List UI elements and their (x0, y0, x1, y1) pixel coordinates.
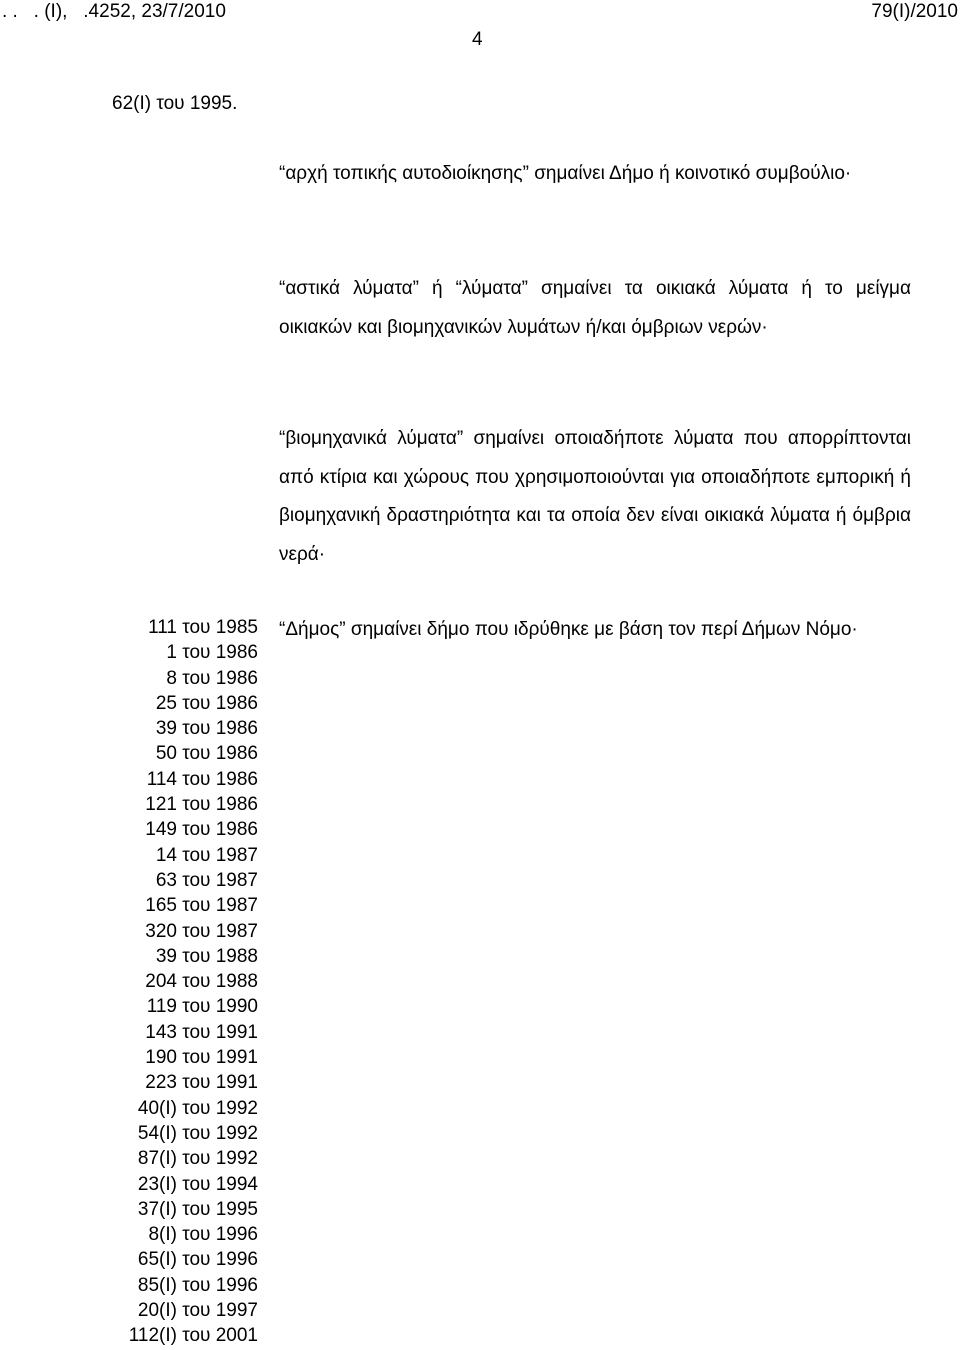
definition-urban-wastewater: “αστικά λύματα” ή “λύματα” σημαίνει τα οικιακά λύματα ή το μείγμα οικιακών και βιομηχανικών λυμάτων ή/και όμβριων νερών· (279, 278, 911, 338)
law-reference-item: 111 του 1985 (148, 617, 258, 638)
law-reference-item: 25 του 1986 (155, 692, 258, 714)
law-reference-item: 114 του 1986 (146, 768, 258, 790)
law-reference-item: 149 του 1986 (145, 819, 258, 841)
law-reference-item: 40(Ι) του 1992 (137, 1097, 258, 1119)
definition-industrial-wastewater: “βιομηχανικά λύματα” σημαίνει οποιαδήποτε λύματα που απορρίπτονται από κτίρια και χώρους που χρησιμοποιούνται για οποιαδήποτε εμπορική ή βιομηχανική δραστηριότητα και τα οποία δεν είναι οικιακά λύματα ή όμβρια νερά· (279, 428, 911, 565)
law-reference-item: 39 του 1986 (155, 718, 258, 740)
header-gazette-reference: . . . (Ι), .4252, 23/7/2010 (2, 1, 226, 22)
definition-municipality: “Δήμος” σημαίνει δήμο που ιδρύθηκε με βάση τον περί Δήμων Νόμο· (279, 619, 858, 640)
law-reference-item: 8(Ι) του 1996 (148, 1224, 258, 1246)
law-reference-item: 37(Ι) του 1995 (137, 1198, 258, 1220)
law-reference-item: 119 του 1990 (146, 996, 258, 1018)
law-reference-item: 112(Ι) του 2001 (128, 1325, 258, 1347)
page-number: 4 (472, 29, 483, 50)
law-reference-item: 190 του 1991 (145, 1047, 258, 1069)
law-reference-item: 320 του 1987 (145, 920, 258, 942)
law-reference-item: 223 του 1991 (145, 1072, 258, 1094)
law-reference-item: 143 του 1991 (145, 1021, 258, 1043)
law-reference-item: 1 του 1986 (166, 642, 258, 664)
law-reference-item: 50 του 1986 (155, 743, 258, 765)
law-reference-item: 121 του 1986 (145, 794, 258, 816)
law-reference-item: 23(Ι) του 1994 (137, 1173, 258, 1195)
law-reference-item: 204 του 1988 (145, 971, 258, 993)
law-reference-item: 87(Ι) του 1992 (137, 1148, 258, 1170)
margin-law-reference: 62(Ι) του 1995. (112, 93, 238, 114)
law-reference-item: 54(Ι) του 1992 (137, 1122, 258, 1144)
header-law-number: 79(Ι)/2010 (871, 1, 958, 22)
law-reference-item: 165 του 1987 (145, 895, 258, 917)
definition-local-authority: “αρχή τοπικής αυτοδιοίκησης” σημαίνει Δήμο ή κοινοτικό συμβούλιο· (279, 163, 852, 184)
law-reference-item: 39 του 1988 (155, 945, 258, 967)
law-reference-item: 14 του 1987 (155, 844, 258, 866)
law-reference-item: 8 του 1986 (166, 667, 258, 689)
law-reference-item: 85(Ι) του 1996 (137, 1274, 258, 1296)
law-reference-item: 20(Ι) του 1997 (137, 1300, 258, 1322)
law-reference-item: 63 του 1987 (155, 869, 258, 891)
margin-law-references-list (90, 615, 258, 1349)
law-reference-item: 65(Ι) του 1996 (137, 1249, 258, 1271)
